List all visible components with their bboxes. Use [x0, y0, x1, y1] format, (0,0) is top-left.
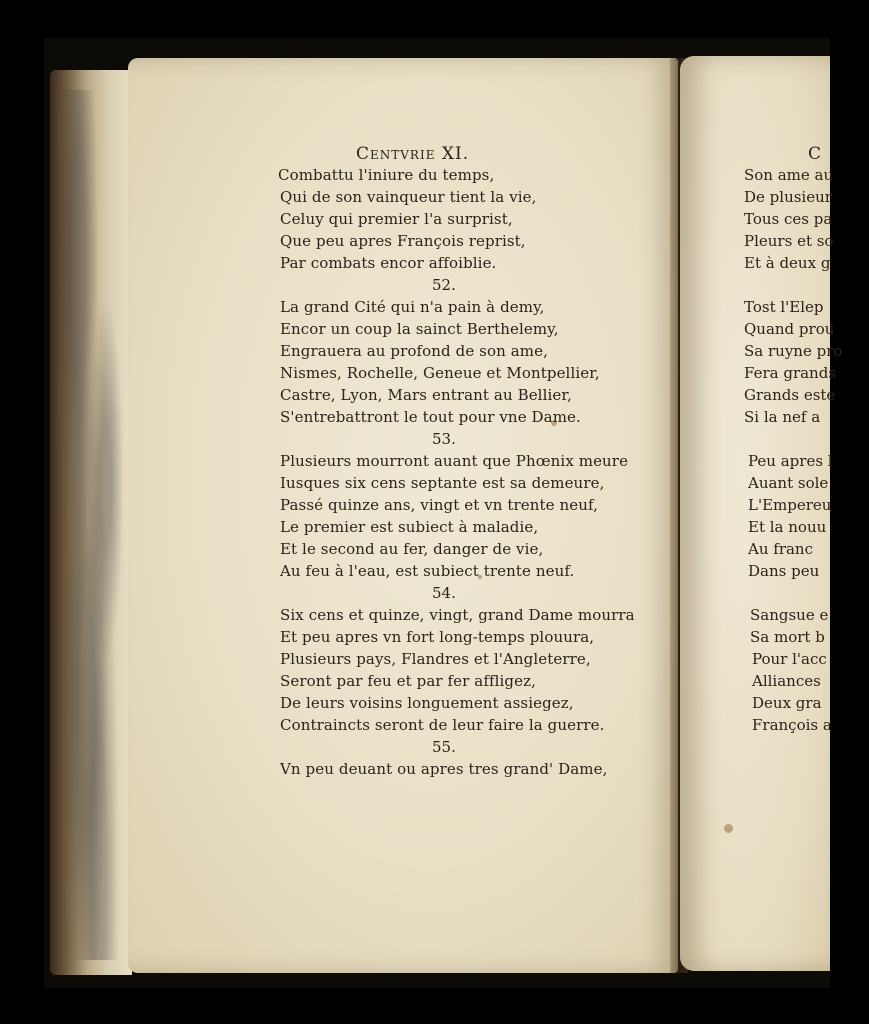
verse-line: Et à deux g: [744, 254, 831, 272]
right-page-header: C: [808, 144, 822, 164]
verse-line: De leurs voisins longuement assiegez,: [280, 694, 574, 712]
foxing-stain: [724, 824, 733, 833]
verse-line: Tous ces pa: [744, 210, 833, 228]
verse-line: Et peu apres vn fort long-temps plouura,: [280, 628, 595, 646]
quatrain-number: 55.: [432, 738, 456, 756]
verse-line: Au feu à l'eau, est subiect trente neuf.: [280, 562, 575, 580]
verse-line: Son ame au: [744, 166, 834, 184]
verse-line: Nismes, Rochelle, Geneue et Montpellier,: [280, 364, 600, 382]
verse-line: Celuy qui premier l'a surprist,: [280, 210, 513, 228]
quatrain-number: 53.: [432, 430, 456, 448]
verse-line: Si la nef a: [744, 408, 821, 426]
verse-line: Fera grands: [744, 364, 837, 382]
quatrain-number: 54.: [432, 584, 456, 602]
verse-line: Sa mort b: [750, 628, 825, 646]
verse-line: Six cens et quinze, vingt, grand Dame mourra: [280, 606, 635, 624]
page-header: Centvrie XI.: [356, 144, 470, 164]
verse-line: Dans peu: [748, 562, 820, 580]
verse-line: Passé quinze ans, vingt et vn trente neuf,: [280, 496, 599, 514]
verse-line: Et la nouu: [748, 518, 827, 536]
quatrain-number: 52.: [432, 276, 456, 294]
verse-line: Castre, Lyon, Mars entrant au Bellier,: [280, 386, 572, 404]
verse-line: L'Empereu: [748, 496, 832, 514]
verse-line: Sangsue e: [750, 606, 829, 624]
verse-line: Engrauera au profond de son ame,: [280, 342, 548, 360]
verse-line: Par combats encor affoiblie.: [280, 254, 497, 272]
verse-line: Peu apres l: [748, 452, 833, 470]
verse-line: Seront par feu et par fer affligez,: [280, 672, 536, 690]
verse-line: Sa ruyne pro: [744, 342, 843, 360]
verse-line: Que peu apres François reprist,: [280, 232, 526, 250]
verse-line: Quand prou: [744, 320, 835, 338]
verse-line: Pour l'acc: [752, 650, 827, 668]
marbled-edge: [58, 90, 126, 960]
verse-line: Combattu l'iniure du temps,: [278, 166, 495, 184]
verse-line: Plusieurs pays, Flandres et l'Angleterre,: [280, 650, 591, 668]
verse-line: Vn peu deuant ou apres tres grand' Dame,: [280, 760, 608, 778]
verse-line: Auant sole: [748, 474, 829, 492]
verse-line: Encor un coup la sainct Berthelemy,: [280, 320, 559, 338]
verse-line: De plusieur: [744, 188, 832, 206]
verse-line: Grands este: [744, 386, 836, 404]
verse-line: François a: [752, 716, 832, 734]
verse-line: Contraincts seront de leur faire la guerre.: [280, 716, 605, 734]
verse-line: Au franc: [748, 540, 813, 558]
verse-line: Iusques six cens septante est sa demeure,: [280, 474, 605, 492]
verse-line: Plusieurs mourront auant que Phœnix meure: [280, 452, 629, 470]
verse-line: Deux gra: [752, 694, 822, 712]
verse-line: Qui de son vainqueur tient la vie,: [280, 188, 537, 206]
verse-line: La grand Cité qui n'a pain à demy,: [280, 298, 545, 316]
verse-line: Le premier est subiect à maladie,: [280, 518, 539, 536]
verse-line: S'entrebattront le tout pour vne Dame.: [280, 408, 581, 426]
verse-line: Et le second au fer, danger de vie,: [280, 540, 544, 558]
verse-line: Pleurs et so: [744, 232, 834, 250]
verse-line: Alliances: [752, 672, 821, 690]
verse-line: Tost l'Elep: [744, 298, 824, 316]
